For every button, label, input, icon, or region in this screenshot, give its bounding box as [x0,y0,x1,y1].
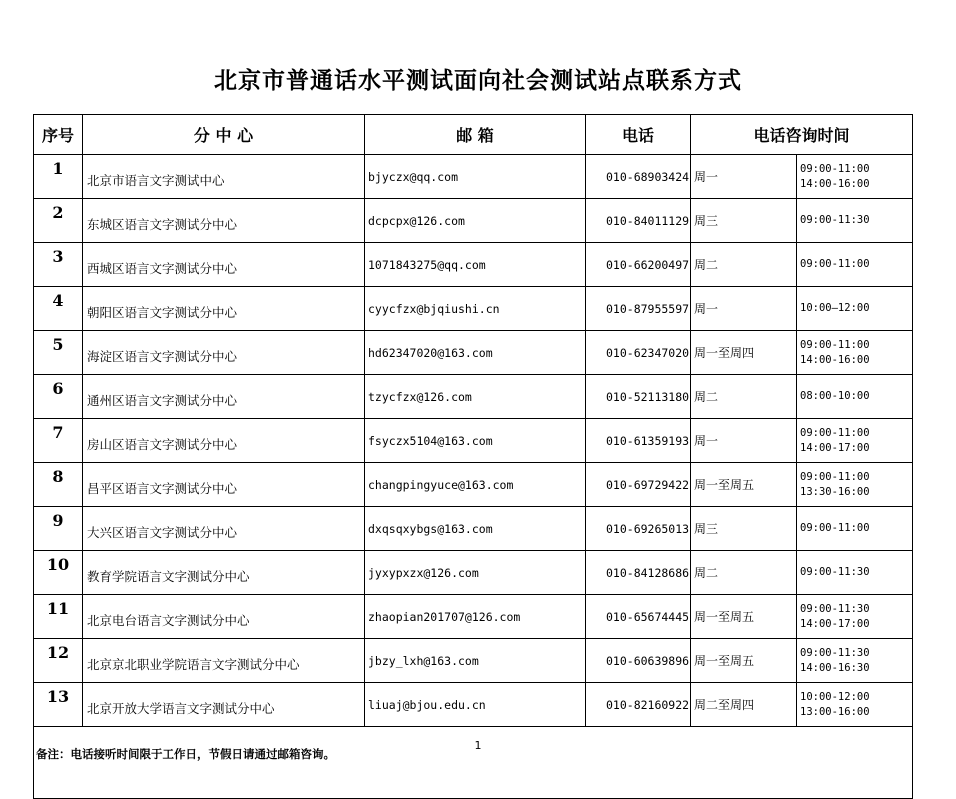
table-row [34,331,913,375]
email-address[interactable]: zhaopian201707@126.com [365,595,586,639]
table-row [34,463,913,507]
center-name: 朝阳区语言文字测试分中心 [83,287,365,331]
header-hours: 电话咨询时间 [691,115,913,155]
center-name: 房山区语言文字测试分中心 [83,419,365,463]
phone-number: 010-65674445 [586,595,691,639]
center-name: 大兴区语言文字测试分中心 [83,507,365,551]
time-range: 09:00-11:00 [800,162,870,175]
consult-times [797,199,913,243]
time-range: 09:00-11:00 [800,338,870,351]
phone-number: 010-87955597 [586,287,691,331]
email-address[interactable]: liuaj@bjou.edu.cn [365,683,586,727]
center-name: 西城区语言文字测试分中心 [83,243,365,287]
center-name: 通州区语言文字测试分中心 [83,375,365,419]
email-address[interactable]: tzycfzx@126.com [365,375,586,419]
phone-number: 010-82160922 [586,683,691,727]
center-name: 海淀区语言文字测试分中心 [83,331,365,375]
table-row [34,551,913,595]
phone-number: 010-84128686 [586,551,691,595]
phone-number: 010-66200497 [586,243,691,287]
time-range: 10:00—12:00 [800,302,870,314]
consult-days: 周一至周五 [691,595,797,639]
row-index: 2 [34,199,83,243]
consult-days: 周二至周四 [691,683,797,727]
table-row [34,375,913,419]
consult-days: 周一 [691,419,797,463]
consult-days: 周一 [691,287,797,331]
row-index: 3 [34,243,83,287]
time-range: 08:00-10:00 [800,390,870,402]
phone-number: 010-61359193 [586,419,691,463]
consult-times [797,639,913,683]
time-range: 09:00-11:00 [800,258,870,270]
email-address[interactable]: dxqsqxybgs@163.com [365,507,586,551]
time-range: 09:00-11:30 [800,214,870,226]
time-range: 09:00-11:30 [800,566,870,578]
center-name: 北京电台语言文字测试分中心 [83,595,365,639]
consult-times [797,243,913,287]
time-range: 09:00-11:00 [800,522,870,534]
consult-times [797,375,913,419]
row-index: 10 [34,551,83,595]
center-name: 北京京北职业学院语言文字测试分中心 [83,639,365,683]
page-title: 北京市普通话水平测试面向社会测试站点联系方式 [214,67,742,94]
phone-number: 010-52113180 [586,375,691,419]
time-range: 10:00-12:00 [800,690,870,703]
header-index: 序号 [34,115,83,155]
email-address[interactable]: 1071843275@qq.com [365,243,586,287]
consult-times [797,287,913,331]
center-name: 教育学院语言文字测试分中心 [83,551,365,595]
table-row [34,683,913,727]
time-range: 09:00-11:00 [800,426,870,439]
email-address[interactable]: fsyczx5104@163.com [365,419,586,463]
center-name: 东城区语言文字测试分中心 [83,199,365,243]
email-address[interactable]: dcpcpx@126.com [365,199,586,243]
phone-number: 010-69265013 [586,507,691,551]
email-address[interactable]: jyxypxzx@126.com [365,551,586,595]
consult-days: 周一至周五 [691,463,797,507]
page-number: 1 [474,739,482,752]
row-index: 12 [34,639,83,683]
time-range: 09:00-11:30 [800,602,870,615]
consult-days: 周三 [691,507,797,551]
consult-days: 周二 [691,243,797,287]
table-row [34,287,913,331]
email-address[interactable]: hd62347020@163.com [365,331,586,375]
table-row [34,155,913,199]
row-index: 9 [34,507,83,551]
row-index: 13 [34,683,83,727]
time-range: 09:00-11:30 [800,646,870,659]
time-range: 09:00-11:00 [800,470,870,483]
time-range: 14:00-17:00 [800,441,870,454]
consult-days: 周一 [691,155,797,199]
header-email: 邮 箱 [365,115,586,155]
consult-times [797,551,913,595]
row-index: 4 [34,287,83,331]
consult-days: 周一至周四 [691,331,797,375]
row-index: 8 [34,463,83,507]
consult-times [797,683,913,727]
phone-number: 010-68903424 [586,155,691,199]
time-range: 13:30-16:00 [800,485,870,498]
email-address[interactable]: bjyczx@qq.com [365,155,586,199]
header-center: 分 中 心 [83,115,365,155]
consult-times [797,463,913,507]
time-range: 14:00-17:00 [800,617,870,630]
email-address[interactable]: cyycfzx@bjqiushi.cn [365,287,586,331]
consult-days: 周三 [691,199,797,243]
row-index: 5 [34,331,83,375]
phone-number: 010-69729422 [586,463,691,507]
time-range: 14:00-16:00 [800,353,870,366]
contact-table [33,114,913,799]
center-name: 昌平区语言文字测试分中心 [83,463,365,507]
time-range: 14:00-16:30 [800,661,870,674]
table-row [34,419,913,463]
table-row [34,507,913,551]
center-name: 北京市语言文字测试中心 [83,155,365,199]
header-phone: 电话 [586,115,691,155]
row-index: 1 [34,155,83,199]
row-index: 11 [34,595,83,639]
consult-days: 周一至周五 [691,639,797,683]
table-row [34,243,913,287]
phone-number: 010-84011129 [586,199,691,243]
note-row [34,727,913,799]
consult-days: 周二 [691,375,797,419]
center-name: 北京开放大学语言文字测试分中心 [83,683,365,727]
table-header-row [34,115,913,155]
table-row [34,595,913,639]
consult-days: 周二 [691,551,797,595]
consult-times [797,507,913,551]
consult-times [797,419,913,463]
table-row [34,639,913,683]
row-index: 6 [34,375,83,419]
phone-number: 010-62347020 [586,331,691,375]
consult-times [797,155,913,199]
consult-times [797,595,913,639]
row-index: 7 [34,419,83,463]
email-address[interactable]: changpingyuce@163.com [365,463,586,507]
time-range: 13:00-16:00 [800,705,870,718]
table-row [34,199,913,243]
note-text: 备注：电话接听时间限于工作日，节假日请通过邮箱咨询。 [34,727,913,799]
consult-times [797,331,913,375]
email-address[interactable]: jbzy_lxh@163.com [365,639,586,683]
time-range: 14:00-16:00 [800,177,870,190]
phone-number: 010-60639896 [586,639,691,683]
